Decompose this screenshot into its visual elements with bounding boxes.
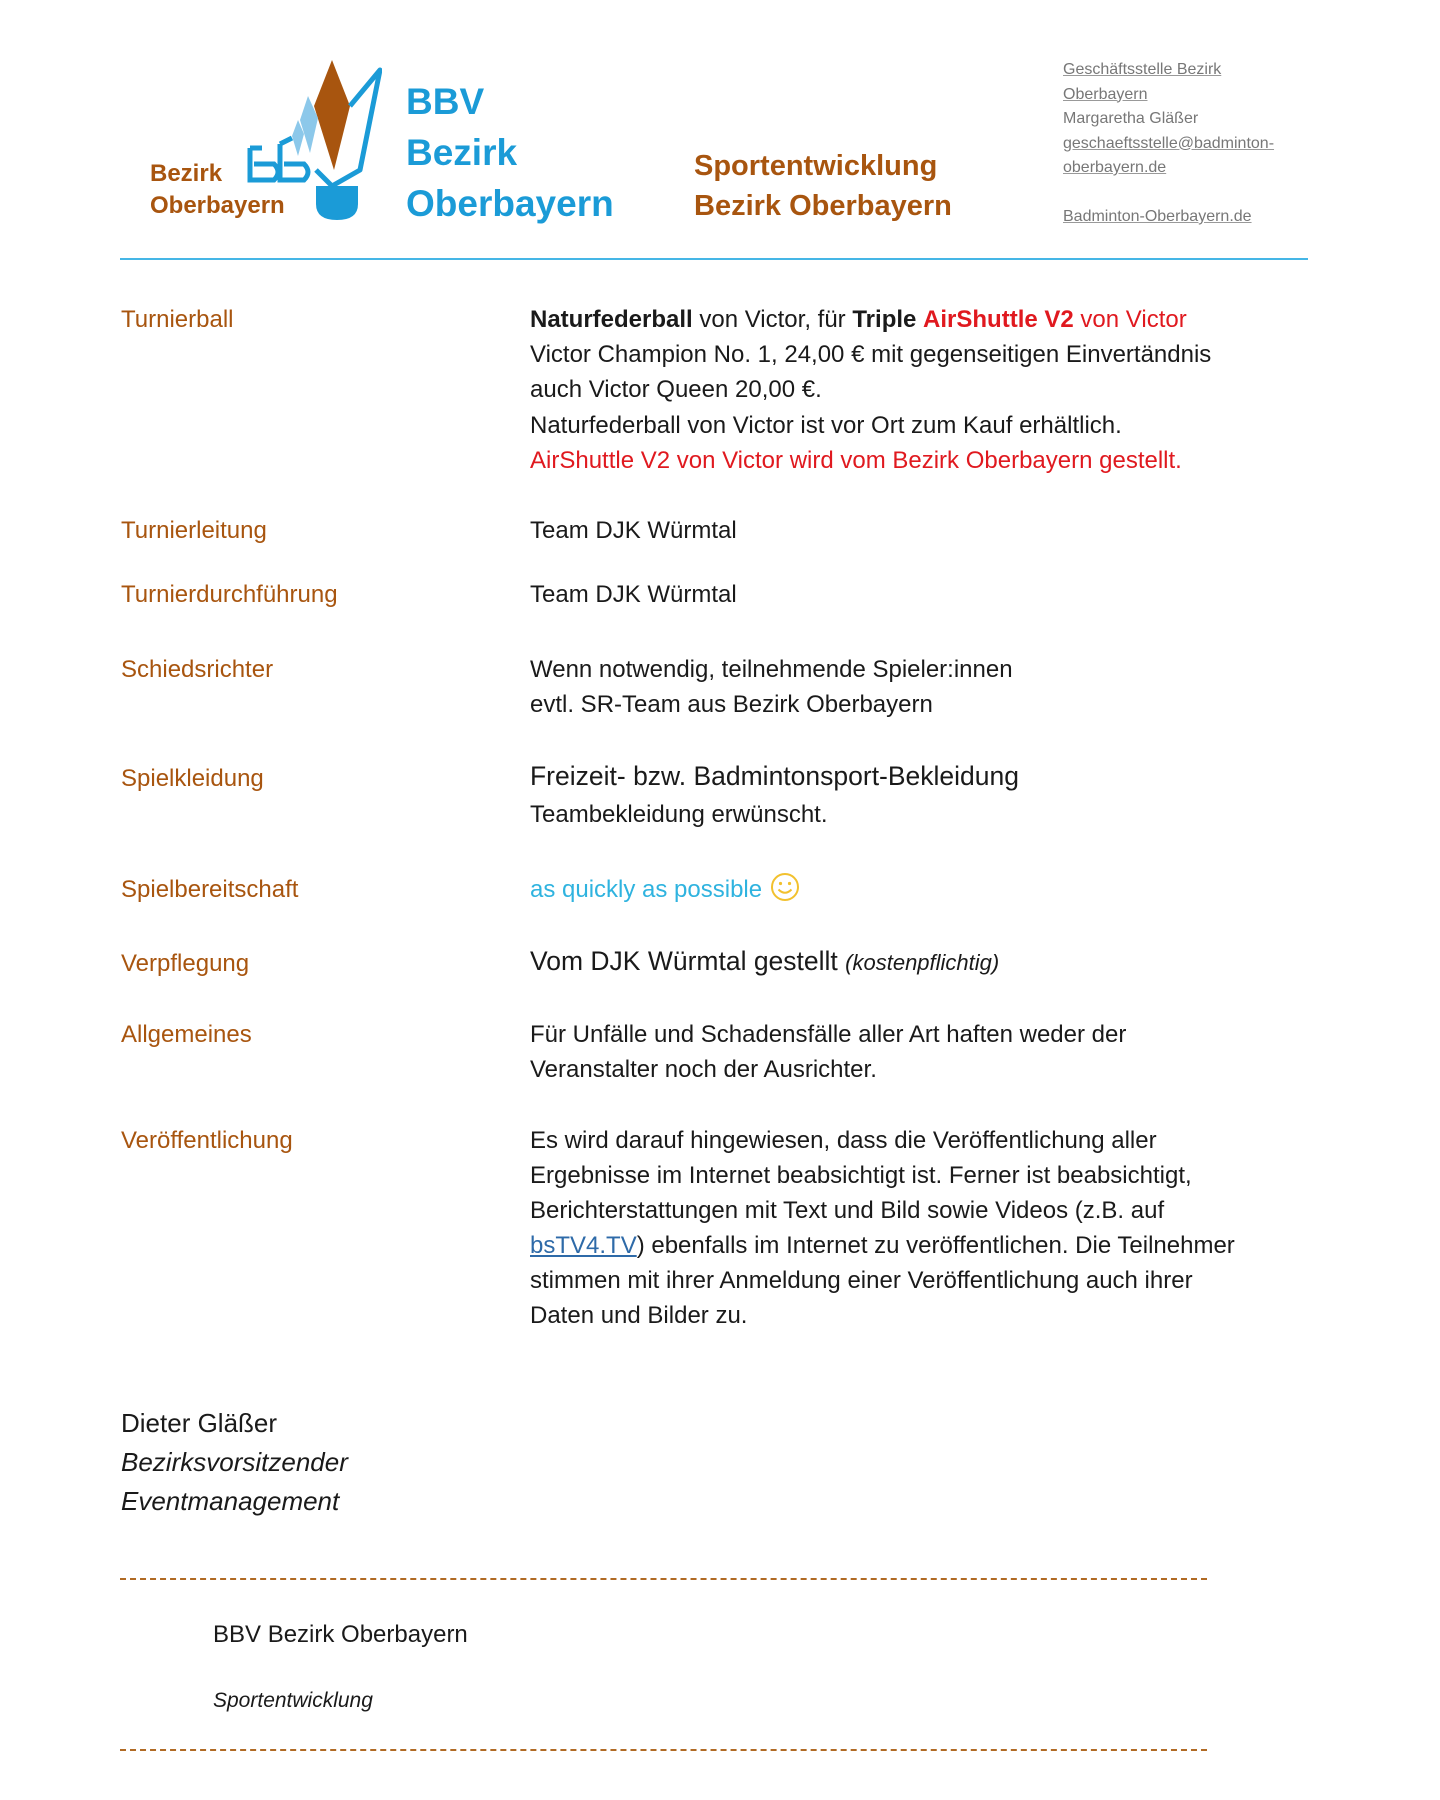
value-allgemeines-line-1: Für Unfälle und Schadensfälle aller Art haften weder der xyxy=(530,1021,1127,1048)
value-veroeffentlichung-line-3: Berichterstattungen mit Text und Bild sowie Videos (z.B. auf xyxy=(530,1197,1165,1224)
org-title-line-2: Bezirk xyxy=(406,132,518,173)
value-schiedsrichter-line-1: Wenn notwendig, teilnehmende Spieler:innen xyxy=(530,656,1013,683)
bstv4-link[interactable]: bsTV4.TV xyxy=(530,1232,637,1259)
label-allgemeines: Allgemeines xyxy=(121,1021,252,1048)
value-veroeffentlichung-line-6: Daten und Bilder zu. xyxy=(530,1302,748,1329)
value-turnierball-line-5: AirShuttle V2 von Victor wird vom Bezirk Oberbayern gestellt. xyxy=(530,447,1182,474)
spielbereitschaft-text: as quickly as possible xyxy=(530,876,763,903)
logo-line-2: Oberbayern xyxy=(150,192,285,219)
header-divider xyxy=(120,258,1308,260)
office-link-line-2[interactable]: Oberbayern xyxy=(1063,85,1148,103)
org-title-line-3: Oberbayern xyxy=(406,183,614,224)
contact-person: Margaretha Gläßer xyxy=(1063,110,1199,127)
label-spielbereitschaft: Spielbereitschaft xyxy=(121,876,299,903)
contact-block xyxy=(1063,58,1274,230)
naturfederball-bold: Naturfederball xyxy=(530,306,693,333)
footer-department: Sportentwicklung xyxy=(213,1689,373,1712)
logo-wordmark xyxy=(150,158,285,222)
logo-line-1: Bezirk xyxy=(150,160,223,187)
verpflegung-text: Vom DJK Würmtal gestellt xyxy=(530,946,838,976)
value-veroeffentlichung-line-4 xyxy=(530,1228,1235,1263)
label-verpflegung: Verpflegung xyxy=(121,950,250,977)
department-title-line-2: Bezirk Oberbayern xyxy=(694,190,952,222)
value-veroeffentlichung-line-2: Ergebnisse im Internet beabsichtigt ist. Ferner ist beabsichtigt, xyxy=(530,1162,1192,1189)
text-fragment: ) ebenfalls im Internet zu veröffentlichen. Die Teilnehmer xyxy=(636,1232,1235,1259)
footer-divider-top xyxy=(120,1578,1207,1580)
verpflegung-note: (kostenpflichtig) xyxy=(845,950,1000,975)
label-veroeffentlichung: Veröffentlichung xyxy=(121,1127,293,1154)
text-fragment: von Victor, für xyxy=(692,306,853,333)
signature-block xyxy=(121,1404,348,1521)
value-turnierball-line-2: Victor Champion No. 1, 24,00 € mit gegenseitigen Einvertändnis xyxy=(530,341,1212,368)
org-title xyxy=(406,76,614,229)
triple-bold: Triple xyxy=(852,306,917,333)
signature-role-1: Bezirksvorsitzender xyxy=(121,1447,348,1477)
email-link-line-2[interactable]: oberbayern.de xyxy=(1063,159,1167,176)
value-verpflegung xyxy=(530,944,999,980)
value-turnierleitung: Team DJK Würmtal xyxy=(530,517,737,544)
value-turnierball-line-3: auch Victor Queen 20,00 €. xyxy=(530,376,822,403)
contact-spacer xyxy=(1063,181,1274,206)
department-title-line-1: Sportentwicklung xyxy=(694,150,938,182)
value-turnierball-line-1 xyxy=(530,302,1187,337)
office-link-line-1[interactable]: Geschäftsstelle Bezirk xyxy=(1063,61,1222,78)
von-victor-red: von Victor xyxy=(1073,306,1187,333)
label-turnierball: Turnierball xyxy=(121,306,234,333)
value-spielkleidung-line-1: Freizeit- bzw. Badmintonsport-Bekleidung xyxy=(530,761,1020,791)
department-title xyxy=(694,146,952,226)
label-schiedsrichter: Schiedsrichter xyxy=(121,656,274,683)
value-spielkleidung-line-2: Teambekleidung erwünscht. xyxy=(530,801,828,828)
value-veroeffentlichung-line-1: Es wird darauf hingewiesen, dass die Veröffentlichung aller xyxy=(530,1127,1157,1154)
website-link[interactable]: Badminton-Oberbayern.de xyxy=(1063,208,1252,225)
email-link-line-1[interactable]: geschaeftsstelle@badminton- xyxy=(1063,134,1275,152)
value-allgemeines-line-2: Veranstalter noch der Ausrichter. xyxy=(530,1056,877,1083)
label-spielkleidung: Spielkleidung xyxy=(121,765,264,792)
airshuttle-highlight: AirShuttle V2 xyxy=(923,306,1074,333)
label-turnierleitung: Turnierleitung xyxy=(121,517,267,544)
value-turnierball-line-4: Naturfederball von Victor ist vor Ort zum Kauf erhältlich. xyxy=(530,412,1122,439)
smiley-face-icon xyxy=(770,872,800,902)
footer-divider-bottom xyxy=(120,1749,1207,1751)
signature-role-2: Eventmanagement xyxy=(121,1486,340,1516)
footer-org: BBV Bezirk Oberbayern xyxy=(213,1621,468,1648)
value-spielbereitschaft xyxy=(530,872,800,907)
signature-name: Dieter Gläßer xyxy=(121,1408,278,1438)
value-turnierdurchfuehrung: Team DJK Würmtal xyxy=(530,581,737,608)
value-veroeffentlichung-line-5: stimmen mit ihrer Anmeldung einer Veröffentlichung auch ihrer xyxy=(530,1267,1193,1294)
label-turnierdurchfuehrung: Turnierdurchführung xyxy=(121,581,338,608)
value-schiedsrichter-line-2: evtl. SR-Team aus Bezirk Oberbayern xyxy=(530,691,933,718)
org-title-line-1: BBV xyxy=(406,81,485,122)
